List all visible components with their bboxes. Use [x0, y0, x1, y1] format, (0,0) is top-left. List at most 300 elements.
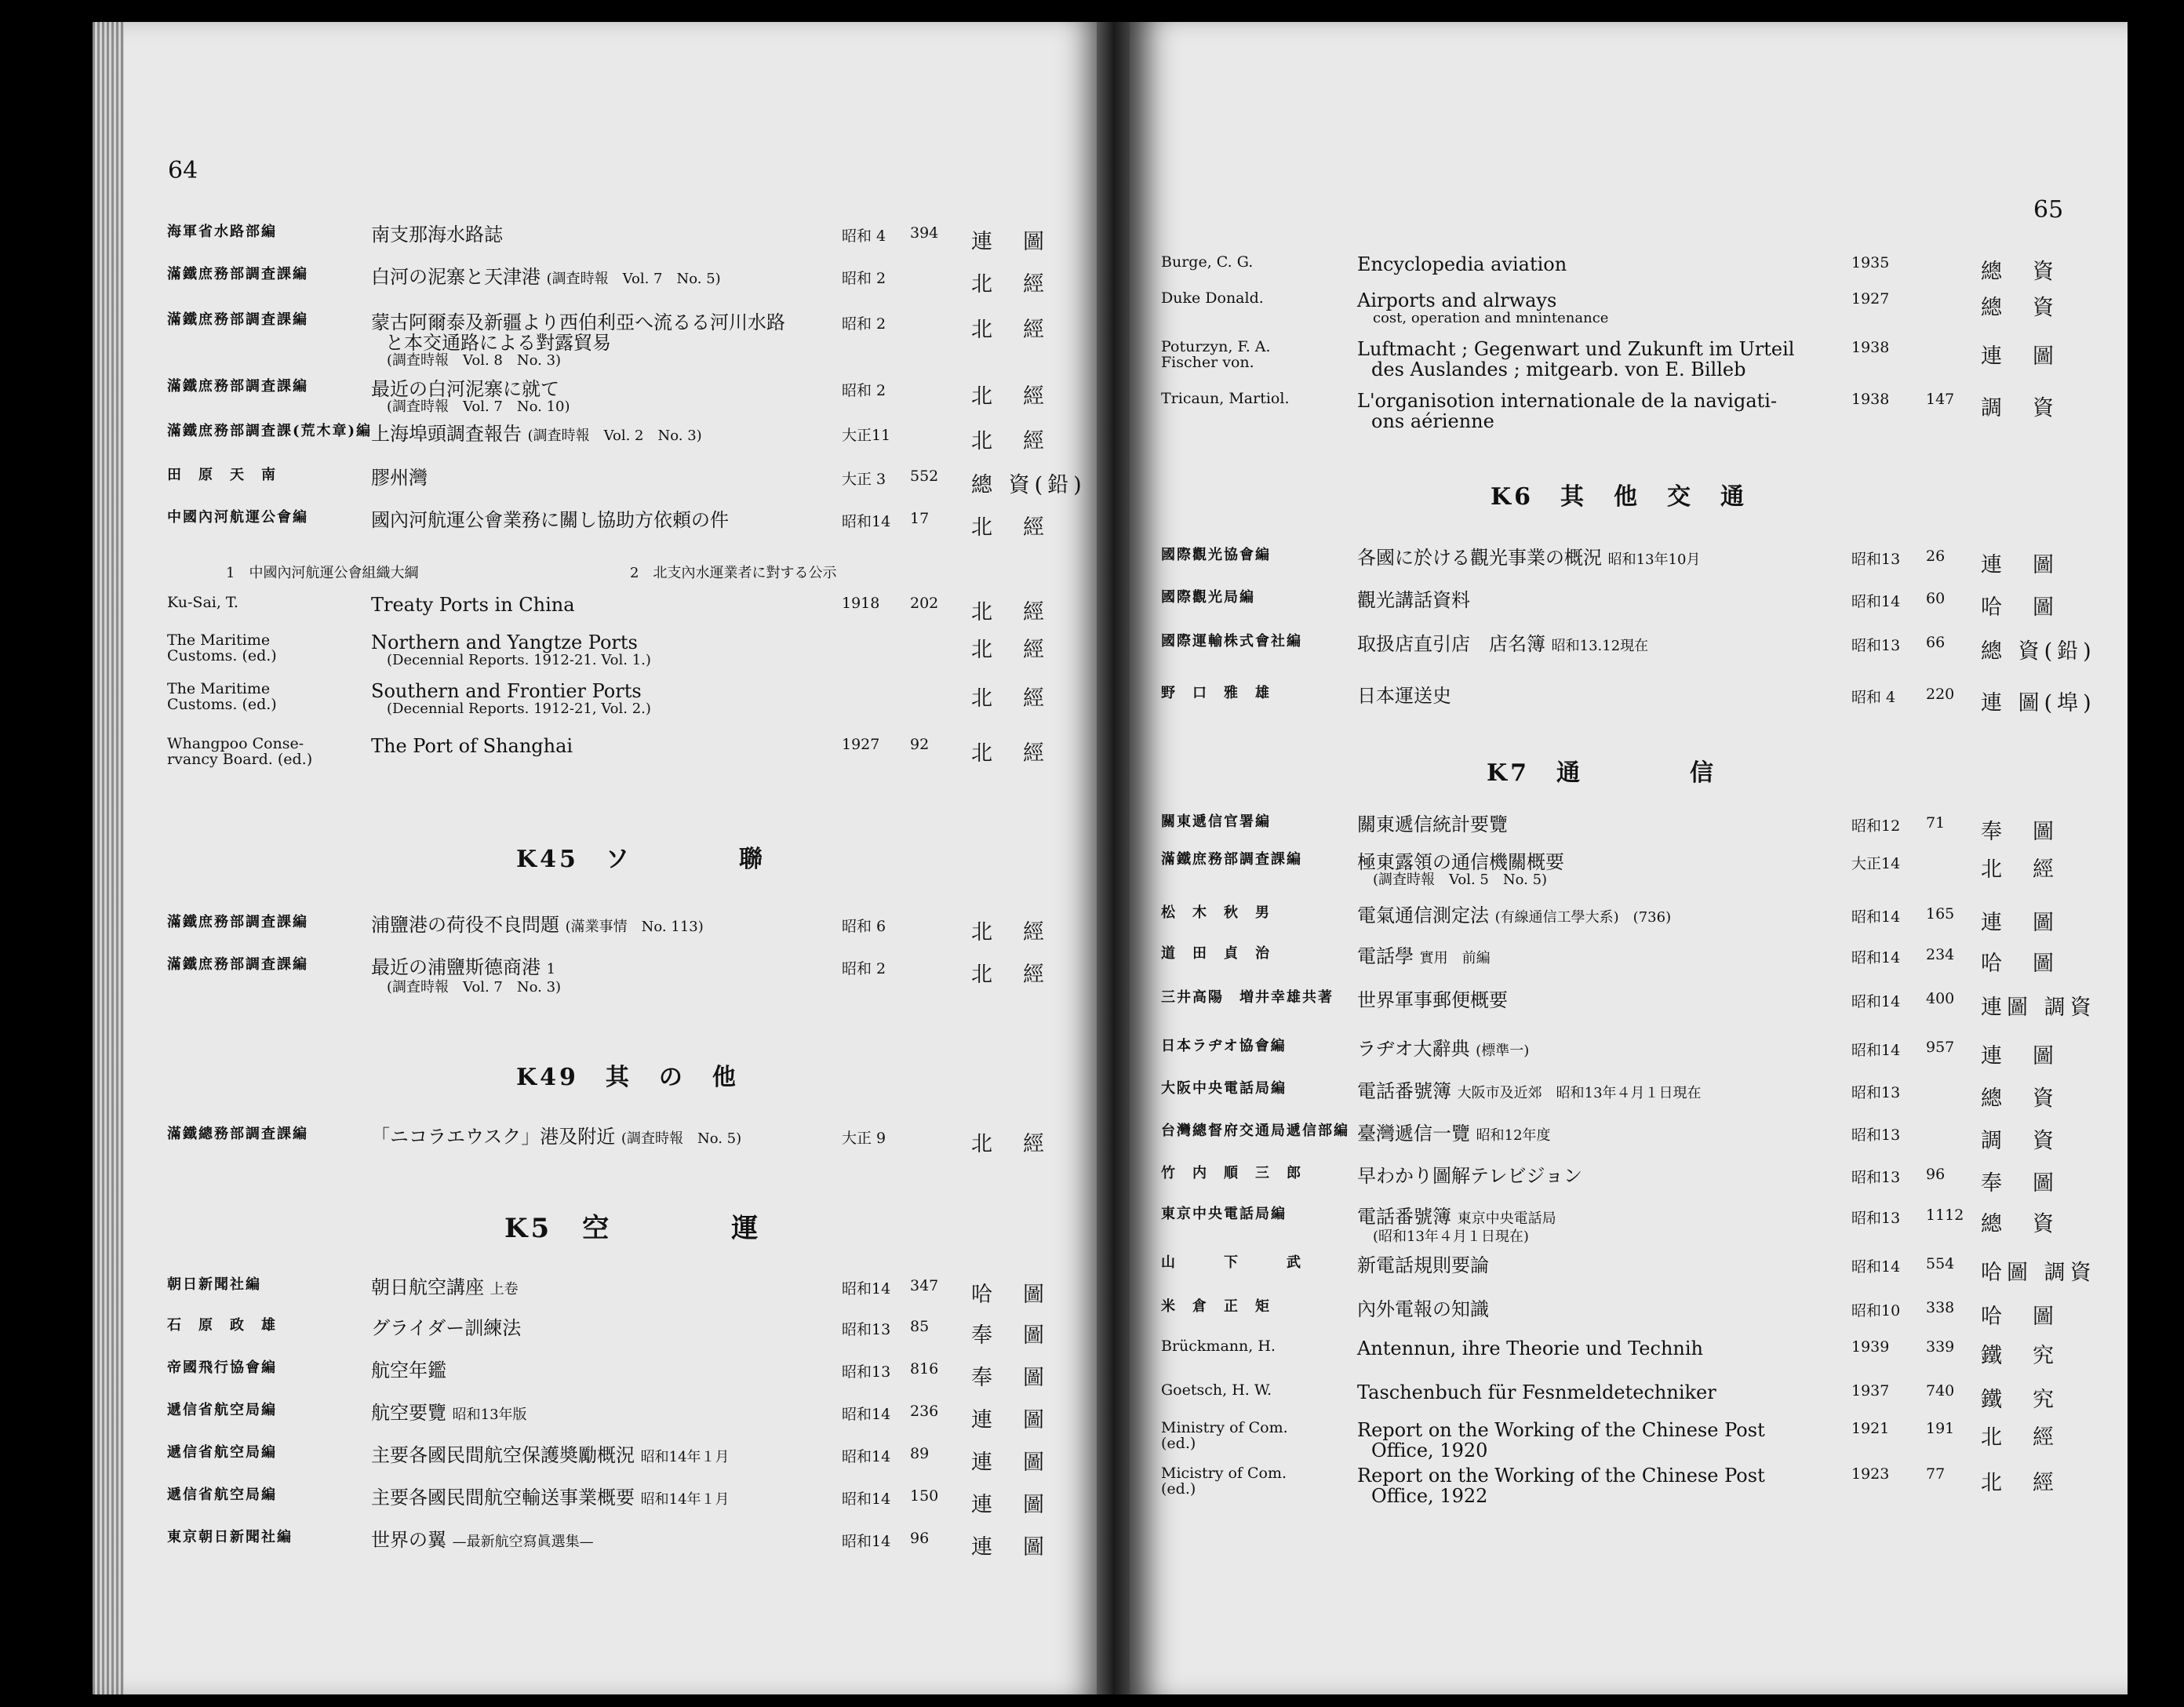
entry-library: 連 圖(埠) [1981, 691, 2096, 715]
catalog-entry [1130, 1255, 2128, 1293]
author-line: 帝國飛行協會編 [167, 1359, 277, 1376]
entry-library: 連 圖 [1981, 911, 2058, 935]
entry-author [1161, 590, 1255, 606]
author-line: 遞信省航空局編 [167, 1402, 277, 1418]
entry-year: 1927 [842, 736, 880, 753]
entry-author [1161, 1382, 1272, 1398]
left-page-edge [93, 22, 124, 1694]
entry-pages: 338 [1926, 1299, 1955, 1316]
title-text: 電氣通信測定法 [1357, 904, 1489, 926]
title-inline-note: 上卷 [490, 1281, 519, 1298]
entry-year: 昭和14 [842, 1448, 891, 1465]
entry-pages: 220 [1926, 686, 1955, 703]
entry-library: 北 經 [971, 741, 1049, 766]
entry-author [1161, 1166, 1302, 1181]
entry-year: 昭和14 [842, 1490, 891, 1508]
entry-author [1161, 1081, 1287, 1097]
title-inline-note: 大阪市及近郊 昭和13年４月１日現在 [1457, 1085, 1702, 1101]
author-line: 滿鐵庶務部調査課編 [167, 311, 308, 328]
entry-title [371, 1360, 446, 1381]
entry-pages: 60 [1926, 590, 1946, 607]
entry-author [1161, 990, 1334, 1006]
entry-title [371, 424, 702, 446]
catalog-entry [1130, 254, 2128, 292]
entry-library: 連 圖 [971, 1493, 1049, 1517]
title-line-2: Office, 1922 [1371, 1485, 1488, 1507]
entry-title [371, 681, 651, 717]
author-line: 國際運輸株式會社編 [1161, 633, 1302, 650]
author-line: 三井高陽 増井幸雄共著 [1161, 989, 1334, 1006]
entry-year: 1939 [1851, 1338, 1890, 1356]
entry-year: 昭和 2 [842, 270, 886, 287]
entry-year: 昭和13 [1851, 1126, 1901, 1144]
title-text: 膠州灣 [371, 467, 428, 489]
title-line-2: と本交通路による對露貿易 [385, 332, 611, 354]
entry-title [1357, 1420, 1765, 1461]
entry-library: 總 資(鉛) [971, 473, 1087, 497]
title-inline-note: (滿業事情 No. 113) [565, 919, 704, 935]
catalog-entry [93, 957, 1098, 995]
title-text: 關東遞信統計要覽 [1357, 813, 1508, 835]
entry-library: 連 圖 [971, 1450, 1049, 1475]
title-text: Encyclopedia aviation [1357, 253, 1567, 275]
entry-author [1161, 290, 1264, 306]
entry-library: 連圖 調資 [1981, 995, 2096, 1020]
entry-pages: 191 [1926, 1420, 1955, 1437]
title-text: 航空要覽 [371, 1402, 446, 1424]
author-line: 滿鐵庶務部調査課編 [167, 378, 308, 395]
title-text: 電話學 [1357, 945, 1414, 967]
entry-title [1357, 290, 1608, 326]
catalog-entry [93, 424, 1098, 461]
entry-author [1161, 1420, 1288, 1451]
entry-author [167, 267, 308, 282]
title-inline-note: 昭和12年度 [1476, 1127, 1551, 1144]
entry-year: 昭和14 [1851, 1258, 1901, 1276]
catalog-entry [1130, 814, 2128, 852]
title-text: 上海埠頭調査報告 [371, 423, 522, 445]
entry-year: 昭和13 [1851, 551, 1901, 568]
author-line: 滿鐵庶務部調査課編 [167, 914, 308, 930]
section-heading: K49 其 の 他 [516, 1064, 739, 1091]
entry-pages: 96 [1926, 1166, 1946, 1183]
author-line: 東京中央電話局編 [1161, 1206, 1287, 1222]
author-line: Goetsch, H. W. [1161, 1381, 1272, 1399]
entry-title [371, 915, 704, 937]
entry-author [1161, 1207, 1287, 1222]
entry-pages: 77 [1926, 1465, 1946, 1483]
catalog-entry [93, 1403, 1098, 1440]
author-line: 石 原 政 雄 [167, 1317, 277, 1334]
entry-year: 昭和14 [842, 1406, 891, 1423]
catalog-entry [93, 1530, 1098, 1567]
title-text: 世界の翼 [371, 1529, 446, 1551]
catalog-entry [93, 224, 1098, 262]
title-text: 南支那海水路誌 [371, 224, 503, 246]
entry-author [167, 957, 308, 973]
entry-library: 總 資(鉛) [1981, 639, 2096, 664]
entry-year: 昭和14 [1851, 1042, 1901, 1059]
title-text: 各國に於ける觀光事業の概況 [1357, 547, 1602, 569]
entry-pages: 150 [910, 1487, 939, 1505]
title-text: 「ニコラエウスク」港及附近 [371, 1126, 616, 1148]
catalog-entry [93, 915, 1098, 952]
entry-title [371, 632, 651, 668]
entry-library: 北 經 [971, 515, 1049, 540]
entry-title [371, 957, 561, 995]
author-line: 關東遞信官署編 [1161, 813, 1271, 830]
title-text: 觀光講話資料 [1357, 589, 1470, 611]
catalog-entry [93, 1318, 1098, 1356]
catalog-entry [1130, 990, 2128, 1028]
entry-title [371, 1277, 519, 1300]
catalog-entry [1130, 1123, 2128, 1161]
title-text: 主要各國民間航空保護奬勵概況 [371, 1444, 635, 1466]
title-text: 早わかり圖解テレビジョン [1357, 1165, 1583, 1187]
title-text: L'organisotion internationale de la navigati- [1357, 390, 1778, 412]
author-line-2: Fischer von. [1161, 354, 1254, 371]
entry-title [1357, 339, 1794, 380]
title-text: Report on the Working of the Chinese Post [1357, 1419, 1765, 1441]
author-line: Ministry of Com. [1161, 1419, 1288, 1436]
right-page [1130, 22, 2128, 1694]
catalog-entry [93, 632, 1098, 670]
entry-title [371, 267, 721, 289]
entry-title [371, 312, 785, 369]
author-line: Poturzyn, F. A. [1161, 338, 1271, 355]
entry-author [1161, 1255, 1302, 1271]
entry-title [1357, 1207, 1556, 1245]
author-line: 竹 内 順 三 郎 [1161, 1165, 1302, 1181]
entry-year: 昭和14 [1851, 949, 1901, 966]
author-line: 中國內河航運公會編 [167, 509, 308, 526]
title-line-2: des Auslandes ; mitgearb. von E. Billeb [1371, 359, 1746, 380]
entry-author [167, 681, 277, 712]
author-line: 道 田 貞 治 [1161, 945, 1271, 962]
entry-library: 北 經 [971, 600, 1049, 624]
author-line: Duke Donald. [1161, 289, 1264, 307]
catalog-entry [93, 1360, 1098, 1398]
title-inline-note: —最新航空寫眞選集— [452, 1534, 594, 1550]
author-line: 朝日新聞社編 [167, 1276, 261, 1293]
catalog-entry [93, 681, 1098, 719]
catalog-entry [1130, 1465, 2128, 1507]
entry-pages: 165 [1926, 905, 1955, 923]
catalog-entry [1130, 548, 2128, 585]
entry-author [167, 379, 308, 395]
entry-library: 奉 圖 [971, 1323, 1049, 1348]
entry-author [167, 1318, 277, 1334]
catalog-entry [93, 1126, 1098, 1164]
catalog-entry [1130, 290, 2128, 328]
title-text: 取扱店直引店 店名簿 [1357, 633, 1545, 655]
title-inline-note: (有線通信工學大系) (736) [1494, 909, 1672, 926]
entry-title [1357, 1299, 1489, 1319]
author-line: The Maritime [167, 680, 271, 697]
page-number: 64 [168, 157, 198, 184]
entry-author [167, 1360, 277, 1376]
entry-year: 昭和13 [842, 1321, 891, 1338]
entry-year: 1938 [1851, 391, 1890, 408]
author-line-2: rvancy Board. (ed.) [167, 751, 313, 768]
entry-year: 昭和 2 [842, 315, 886, 333]
entry-year: 昭和14 [842, 513, 891, 530]
catalog-entry [1130, 590, 2128, 628]
entry-library: 北 經 [971, 963, 1049, 987]
title-text: 朝日航空講座 [371, 1276, 484, 1298]
entry-library: 總 資 [1981, 1086, 2058, 1111]
entry-title [1357, 1166, 1582, 1186]
title-text: 新電話規則要論 [1357, 1254, 1489, 1276]
entry-author [1161, 1338, 1276, 1354]
entry-library: 北 經 [971, 384, 1049, 409]
entry-pages: 147 [1926, 391, 1955, 408]
entry-library: 北 經 [971, 272, 1049, 297]
entry-title [1357, 548, 1700, 570]
entry-year: 1921 [1851, 1420, 1890, 1437]
entry-pages: 740 [1926, 1382, 1955, 1399]
entry-year: 1937 [1851, 1382, 1890, 1399]
entry-title [1357, 814, 1508, 835]
author-line: Brückmann, H. [1161, 1338, 1276, 1355]
entry-year: 大正 9 [842, 1130, 886, 1147]
entry-author [167, 1487, 277, 1503]
catalog-entry [1130, 1299, 2128, 1337]
title-text: 臺灣遞信一覽 [1357, 1123, 1470, 1145]
entry-author [1161, 339, 1271, 370]
entry-author [167, 424, 372, 439]
author-line: 國際觀光協會編 [1161, 547, 1271, 563]
entry-library: 總 資 [1981, 260, 2058, 284]
entry-year: 昭和 2 [842, 382, 886, 399]
title-text: 日本運送史 [1357, 685, 1451, 707]
title-text: 浦鹽港の荷役不良問題 [371, 914, 559, 936]
entry-year: 昭和13 [842, 1363, 891, 1381]
title-text: Antennun, ihre Theorie und Technih [1357, 1338, 1703, 1359]
title-inline-note: (調査時報 Vol. 7 No. 5) [546, 271, 721, 287]
entry-pages: 554 [1926, 1255, 1955, 1272]
entry-author [167, 1530, 293, 1545]
title-text: 蒙古阿爾泰及新疆より西伯利亞へ流るる河川水路 [371, 311, 785, 333]
catalog-entry [1130, 634, 2128, 672]
entry-title [1357, 634, 1648, 657]
title-text: 內外電報の知識 [1357, 1298, 1489, 1320]
title-text: グライダー訓練法 [371, 1317, 522, 1339]
entry-title [371, 1403, 527, 1425]
catalog-entry [1130, 905, 2128, 943]
title-inline-note: 昭和13.12現在 [1551, 638, 1649, 654]
title-text: 白河の泥寨と天津港 [371, 266, 541, 288]
entry-year: 1935 [1851, 254, 1890, 271]
title-inline-note: 實用 前編 [1419, 950, 1491, 966]
entry-year: 昭和14 [1851, 908, 1901, 926]
entry-pages: 89 [910, 1445, 930, 1462]
author-line-2: Customs. (ed.) [167, 647, 277, 664]
section-heading: K45 ソ 聯 [516, 846, 766, 873]
title-subnote: (調査時報 Vol. 8 No. 3) [387, 352, 562, 369]
entry-year: 1927 [1851, 290, 1890, 308]
title-line-2: Office, 1920 [1371, 1439, 1488, 1461]
entry-library: 哈圖 調資 [1981, 1261, 2096, 1285]
entry-title [1357, 852, 1564, 888]
section-heading: K7 通 信 [1487, 759, 1716, 787]
section-heading: K6 其 他 交 通 [1491, 483, 1747, 511]
entry-library: 哈 圖 [1981, 595, 2058, 620]
author-line: 國際觀光局編 [1161, 589, 1255, 606]
entry-pages: 400 [1926, 990, 1955, 1007]
entry-title [371, 736, 573, 756]
entry-library: 北 經 [971, 686, 1049, 711]
catalog-entry [93, 468, 1098, 505]
title-text: 電話番號簿 [1357, 1206, 1451, 1228]
entry-pages: 71 [1926, 814, 1946, 832]
entry-year: 昭和14 [842, 1280, 891, 1298]
catalog-entry [1130, 1382, 2128, 1420]
entry-year: 昭和13 [1851, 637, 1901, 654]
author-line: 野 口 雅 雄 [1161, 685, 1271, 701]
catalog-entry [1130, 1419, 2128, 1461]
entry-year: 1938 [1851, 339, 1890, 356]
title-inline-note: 昭和13年10月 [1607, 551, 1701, 568]
entry-title [371, 379, 570, 415]
entry-pages: 96 [910, 1530, 930, 1547]
entry-pages: 66 [1926, 634, 1946, 651]
author-line: Tricaun, Martiol. [1161, 390, 1290, 407]
entry-library: 連 圖 [971, 1408, 1049, 1432]
entry-library: 北 經 [1981, 857, 2058, 882]
catalog-entry [93, 1445, 1098, 1483]
author-line: 大阪中央電話局編 [1161, 1080, 1287, 1097]
entry-author [1161, 852, 1302, 868]
entry-title [1357, 590, 1470, 610]
catalog-entry [1130, 338, 2128, 380]
entry-year: 昭和12 [1851, 817, 1901, 835]
entry-library: 連 圖 [1981, 1044, 2058, 1068]
author-line: The Maritime [167, 631, 271, 649]
appendix-note: 2 北支內水運業者に對する公示 [630, 565, 837, 581]
entry-library: 連 圖 [971, 1535, 1049, 1560]
entry-library: 北 經 [1981, 1425, 2058, 1450]
author-line: 海軍省水路部編 [167, 224, 277, 240]
entry-library: 奉 圖 [971, 1366, 1049, 1390]
entry-library: 北 經 [1981, 1471, 2058, 1495]
title-subnote: (Decennial Reports. 1912-21, Vol. 2.) [387, 701, 651, 717]
entry-year: 昭和13 [1851, 1210, 1901, 1227]
entry-title [1357, 1123, 1551, 1146]
catalog-entry [1130, 1081, 2128, 1119]
author-line: 滿鐵總務部調査課編 [167, 1126, 308, 1142]
entry-library: 鐵 究 [1981, 1344, 2058, 1368]
catalog-entry [1130, 390, 2128, 432]
entry-author [1161, 1465, 1287, 1497]
catalog-entry [93, 379, 1098, 417]
entry-author [1161, 254, 1253, 270]
entry-title [371, 224, 503, 245]
entry-year: 大正14 [1851, 855, 1901, 872]
entry-year: 大正 3 [842, 471, 886, 488]
title-text: 國內河航運公會業務に關し協助方依頼の件 [371, 509, 729, 531]
entry-title [1357, 1039, 1529, 1061]
entry-title [371, 1445, 730, 1468]
catalog-entry [1130, 1338, 2128, 1376]
entry-year: 昭和14 [1851, 593, 1901, 610]
title-text: Northern and Yangtze Ports [371, 631, 638, 653]
entry-author [1161, 1123, 1349, 1139]
title-inline-note: 東京中央電話局 [1457, 1210, 1556, 1227]
entry-author [1161, 1039, 1287, 1054]
entry-author [167, 1126, 308, 1142]
author-line: Whangpoo Conse- [167, 735, 304, 752]
entry-library: 奉 圖 [1981, 1171, 2058, 1196]
catalog-entry [1130, 1039, 2128, 1076]
entry-library: 連 圖 [1981, 553, 2058, 577]
catalog-entry [93, 1277, 1098, 1315]
catalog-entry [1130, 1166, 2128, 1203]
entry-pages: 957 [1926, 1039, 1955, 1056]
entry-library: 北 經 [971, 1132, 1049, 1156]
catalog-entry [93, 736, 1098, 773]
author-line: Burge, C. G. [1161, 253, 1254, 271]
entry-title [1357, 1382, 1716, 1403]
entry-pages: 234 [1926, 946, 1955, 963]
entry-title [371, 1126, 741, 1149]
title-subnote: (調査時報 Vol. 5 No. 5) [1373, 872, 1548, 888]
entry-pages: 85 [910, 1318, 930, 1335]
author-line: Micistry of Com. [1161, 1465, 1287, 1482]
entry-year: 昭和 6 [842, 918, 886, 935]
entry-library: 北 經 [971, 920, 1049, 944]
entry-author [167, 915, 308, 930]
author-line: 滿鐵庶務部調査課編 [167, 956, 308, 973]
entry-pages: 339 [1926, 1338, 1955, 1356]
entry-library: 哈 圖 [971, 1283, 1049, 1307]
title-inline-note: (調査時報 Vol. 2 No. 3) [527, 428, 702, 444]
entry-year: 昭和10 [1851, 1302, 1901, 1319]
title-text: Southern and Frontier Ports [371, 680, 642, 702]
entry-author [167, 224, 277, 240]
entry-title [1357, 686, 1451, 706]
title-subnote: (Decennial Reports. 1912-21. Vol. 1.) [387, 652, 651, 668]
entry-author [167, 632, 277, 664]
title-text: 航空年鑑 [371, 1359, 446, 1381]
entry-year: 大正11 [842, 427, 891, 444]
entry-pages: 26 [1926, 548, 1946, 565]
author-line: 滿鐵庶務部調査課(荒木章)編 [167, 423, 373, 439]
entry-library: 調 資 [1981, 1129, 2058, 1153]
title-text: ラヂオ大辭典 [1357, 1038, 1470, 1060]
author-line: 遞信省航空局編 [167, 1444, 277, 1461]
entry-year: 昭和14 [842, 1533, 891, 1550]
author-line: 遞信省航空局編 [167, 1487, 277, 1503]
title-text: 極東露領の通信機關概要 [1357, 851, 1564, 873]
title-text: 電話番號簿 [1357, 1080, 1451, 1102]
entry-year: 1918 [842, 595, 880, 612]
catalog-entry [1130, 852, 2128, 890]
title-suffix: 1 [546, 961, 556, 977]
entry-library: 總 資 [1981, 1212, 2058, 1236]
entry-library: 北 經 [971, 638, 1049, 662]
entry-author [1161, 946, 1271, 962]
title-subnote: (調査時報 Vol. 7 No. 10) [387, 399, 570, 415]
title-text: Airports and alrways [1357, 289, 1557, 311]
entry-year: 1923 [1851, 1465, 1890, 1483]
author-line: 松 木 秋 男 [1161, 904, 1271, 921]
entry-author [167, 1277, 261, 1293]
title-text: Report on the Working of the Chinese Post [1357, 1465, 1765, 1487]
catalog-entry [1130, 686, 2128, 723]
catalog-entry [93, 311, 1098, 369]
title-line-2: ons aérienne [1371, 410, 1494, 432]
